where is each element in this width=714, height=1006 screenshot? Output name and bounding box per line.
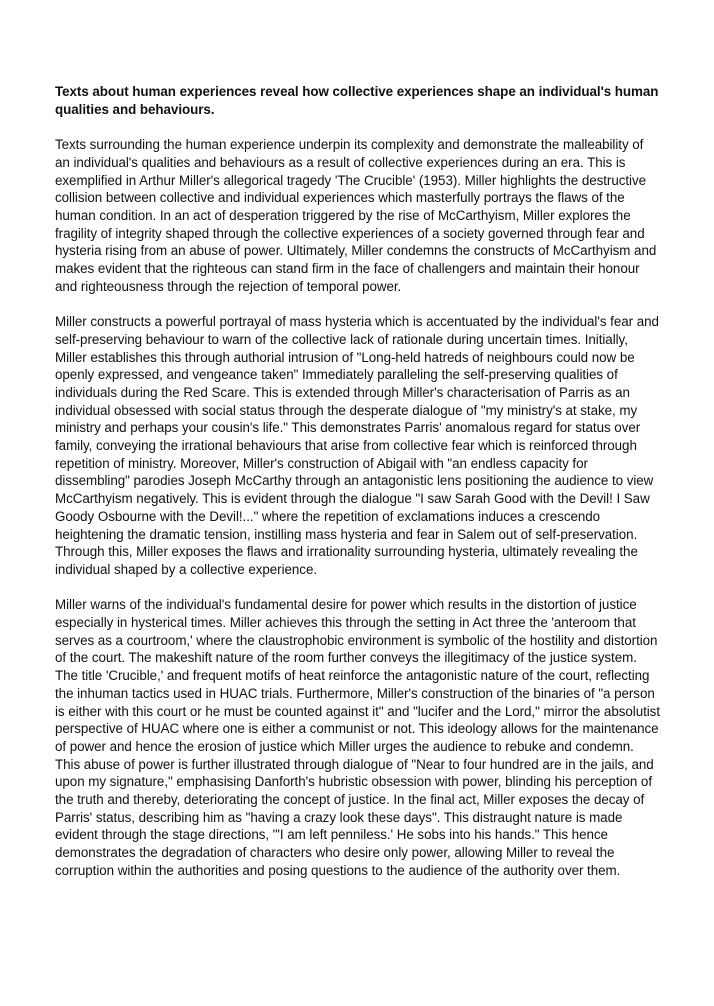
paragraph-power-justice: Miller warns of the individual's fundamental desire for power which results in the distortion of justice especially in hysterical times. Miller achieves this through the setting in Act three the 'anteroom that serves as a courtroom,' where the claustrophobic environment is symbolic of the hostility and distortion of the court. The makeshift nature of the room further conveys the illegitimacy of the justice system. The title 'Crucible,' and frequent motifs of heat reinforce the antagonistic nature of the court, reflecting the inhuman tactics used in HUAC trials. Furthermore, Miller's construction of the binaries of "a person is either with this court or he must be counted against it" and "lucifer and the Lord," mirror the absolutist perspective of HUAC where one is either a communist or not. This ideology allows for the maintenance of power and hence the erosion of justice which Miller urges the audience to rebuke and condemn. This abuse of power is further illustrated through dialogue of "Near to four hundred are in the jails, and upon my signature," emphasising Danforth's hubristic obsession with power, blinding his perception of the truth and thereby, deteriorating the concept of justice. In the final act, Miller exposes the decay of Parris' status, describing him as "having a crazy look these days". This distraught nature is made evident through the stage directions, "'I am left penniless.' He sobs into his hands." This hence demonstrates the degradation of characters who desire only power, allowing Miller to reveal the corruption within the authorities and posing questions to the audience of the authority over them. bbox=[55, 597, 661, 878]
paragraph-introduction: Texts surrounding the human experience underpin its complexity and demonstrate the malleability of an individual's qualities and behaviours as a result of collective experiences during an era. This is exemplified in Arthur Miller's allegorical tragedy 'The Crucible' (1953). Miller highlights the destructive collision between collective and individual experiences which masterfully portrays the flaws of the human condition. In an act of desperation triggered by the rise of McCarthyism, Miller explores the fragility of integrity shaped through the collective experiences of a society governed through fear and hysteria rising from an abuse of power. Ultimately, Miller condemns the constructs of McCarthyism and makes evident that the righteous can stand firm in the face of challengers and maintain their honour and righteousness through the rejection of temporal power. bbox=[55, 137, 657, 294]
paragraph-mass-hysteria: Miller constructs a powerful portrayal of mass hysteria which is accentuated by the individual's fear and self-preserving behaviour to warn of the collective lack of rationale during uncertain times. Initially, Miller establishes this through authorial intrusion of "Long-held hatreds of neighbours could now be openly expressed, and vengeance taken" Immediately paralleling the self-preserving qualities of individuals during the Red Scare. This is extended through Miller's characterisation of Parris as an individual obsessed with social status through the desperate dialogue of "my ministry's at stake, my ministry and perhaps your cousin's life." This demonstrates Parris' anomalous regard for status over family, conveying the irrational behaviours that arise from collective fear which is reinforced through repetition of ministry. Moreover, Miller's construction of Abigail with "an endless capacity for dissembling" parodies Joseph McCarthy through an antagonistic lens positioning the audience to view McCarthyism negatively. This is evident through the dialogue "I saw Sarah Good with the Devil! I Saw Goody Osbourne with the Devil!..." where the repetition of exclamations induces a crescendo heightening the dramatic tension, instilling mass hysteria and fear in Salem out of self-preservation. Through this, Miller exposes the flaws and irrationality surrounding hysteria, ultimately revealing the individual shaped by a collective experience. bbox=[55, 314, 659, 577]
essay-heading: Texts about human experiences reveal how collective experiences shape an individual's human qualities and behaviours. bbox=[55, 84, 659, 117]
document-page bbox=[55, 83, 661, 897]
